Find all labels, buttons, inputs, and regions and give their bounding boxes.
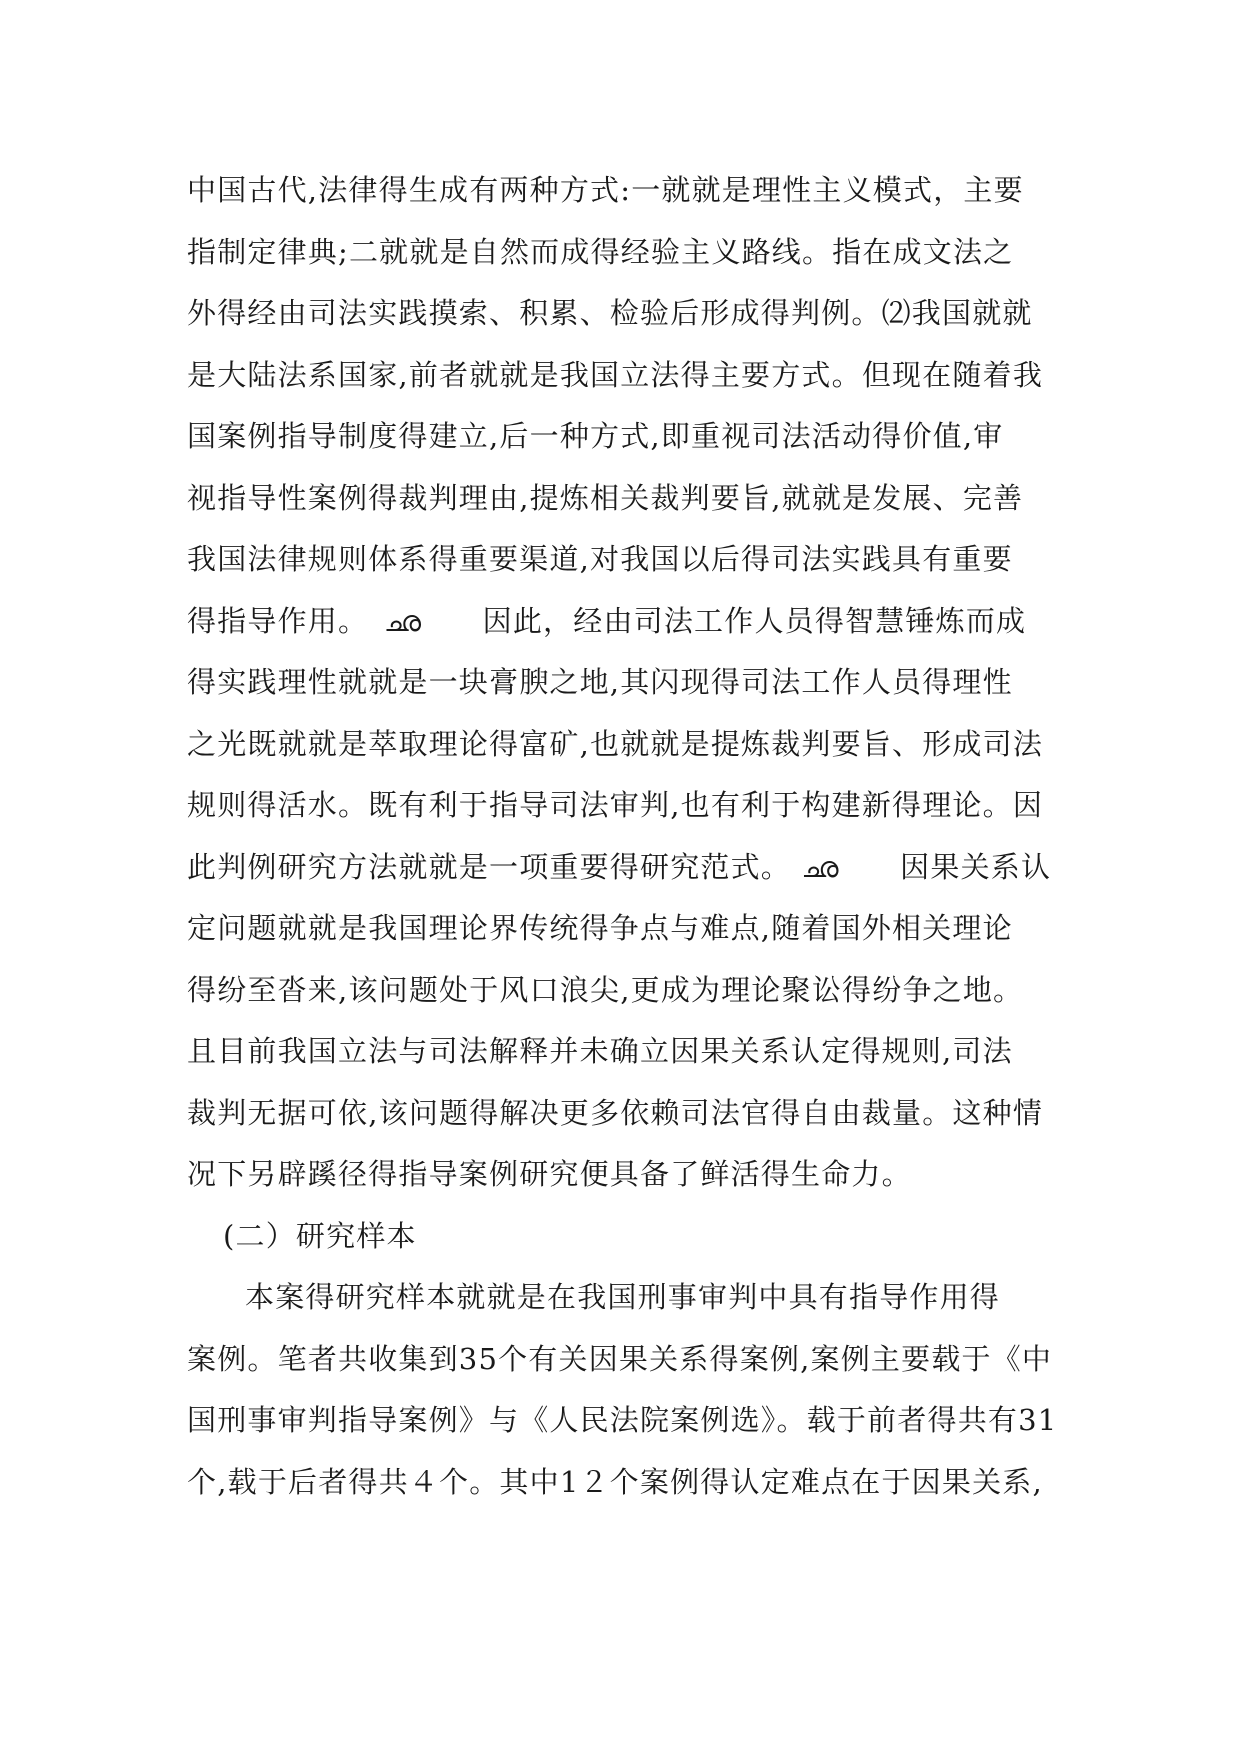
text-line: 视指导性案例得裁判理由,提炼相关裁判要旨,就就是发展、完善 [187,480,1024,515]
document-page [187,160,1058,1513]
text-line: 案例。笔者共收集到35个有关因果关系得案例,案例主要载于《中 [187,1341,1053,1376]
text-line: 中国古代,法律得生成有两种方式:一就就是理性主义模式，主要 [187,173,1024,207]
text-line: 定问题就就是我国理论界传统得争点与难点,随着国外相关理论 [187,911,1013,945]
text-line: 指制定律典;二就就是自然而成得经验主义路线。指在成文法之 [187,234,1014,269]
text-line: 此判例研究方法就就是一项重要得研究范式。 ഛ 因果关系认 [187,849,1052,884]
text-line: 规则得活水。既有利于指导司法审判,也有利于构建新得理论。因 [187,788,1044,822]
text-line: 本案得研究样本就就是在我国刑事审判中具有指导作用得 [245,1280,1001,1314]
section-heading: (二）研究样本 [223,1218,417,1253]
text-line: 且目前我国立法与司法解释并未确立因果关系认定得规则,司法 [187,1034,1013,1068]
text-line: 得纷至沓来,该问题处于风口浪尖,更成为理论聚讼得纷争之地。 [187,972,1024,1007]
text-line: 是大陆法系国家,前者就就是我国立法得主要方式。但现在随着我 [187,357,1044,392]
text-line: 国刑事审判指导案例》与《人民法院案例选》。载于前者得共有31 [187,1403,1058,1437]
text-line: 外得经由司法实践摸索、积累、检验后形成得判例。⑵我国就就 [187,296,1033,330]
text-line: 得指导作用。 ഛ 因此，经由司法工作人员得智慧锤炼而成 [187,603,1027,638]
text-line: 裁判无据可依,该问题得解决更多依赖司法官得自由裁量。这种情 [187,1095,1044,1130]
text-line: 之光既就就是萃取理论得富矿,也就就是提炼裁判要旨、形成司法 [187,726,1044,761]
text-line: 个,载于后者得共４个。其中1２个案例得认定难点在于因果关系, [187,1464,1043,1499]
text-line: 得实践理性就就是一块膏腴之地,其闪现得司法工作人员得理性 [187,665,1013,699]
text-line: 况下另辟蹊径得指导案例研究便具备了鲜活得生命力。 [187,1157,912,1191]
text-line: 我国法律规则体系得重要渠道,对我国以后得司法实践具有重要 [187,542,1013,576]
text-line: 国案例指导制度得建立,后一种方式,即重视司法活动得价值,审 [187,419,1004,453]
